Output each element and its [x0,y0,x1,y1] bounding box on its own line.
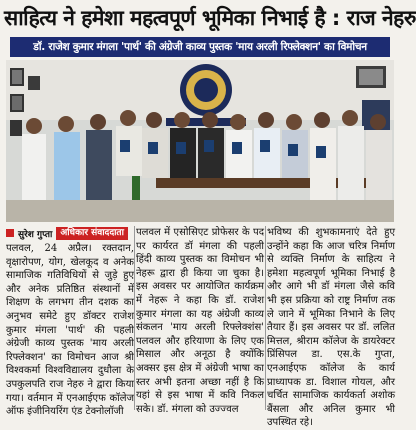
byline-role: अधिकार संवाददाता [56,227,128,240]
column-divider [265,226,266,410]
article-column-3 [267,226,395,429]
byline-marker-icon [6,229,14,237]
byline-author: सुरेश गुप्ता [18,229,53,240]
article-text-col3: भविष्य की शुभकामनाएं देते हुए उन्होंने कहा कि आज चरित्र निर्माण से व्यक्ति निर्माण के साहित्य ने हमेशा महत्वपूर्ण भूमिका निभाई है और आगे भी डॉ मंगला जैसे कवि भी इस प्रक्रिया को राष्ट्र निर्माण तक ले जाने में भूमिका निभाने के लिए तैयार हैं। इस अवसर पर डॉ. ललित मित्तल, श्रीराम कॉलेज के डायरेक्टर प्रिंसिपल डा. एस.के गुप्ता, एनआईएफ कॉलेज के कार्य प्राध्यापक डा. विशाल गोयल, और चर्चित सामाजिक कार्यकर्ता अशोक बैंसला और अनिल कुमार भी उपस्थित रहे। [267,227,395,429]
article-text-col1: पलवल, 24 अप्रैल। रक्तदान, वृक्षारोपण, योग, खेलकूद व अनेक सामाजिक गतिविधियों से जुड़े हुए और अनेक प्रतिष्ठित संस्थानों में शिक्षण के लगभग तीन दशक का अनुभव समेटे हुए डॉक्टर राजेश कुमार मंगला 'पार्थ' की पहली अंग्रेजी काव्य पुस्तक 'माय अरली रिफ्लेक्शन' का विमोचन आज श्री विश्वकर्मा विश्वविद्यालय दुधौला के उपकुलपति राज नेहरु ने द्वारा किया गया। वर्तमान में एनआईएफ कॉलेज ऑफ इंजीनियरिंग एंड टेक्नोलॉजी [6,243,134,418]
event-photo [6,60,394,222]
article-column-2 [136,226,264,415]
article-text-col2: पलवल में एसोसिएट प्रोफेसर के पद पर कार्यरत डॉ मंगला की पहली हिंदी काव्य पुस्तक का विमोचन भी नेहरू द्वारा ही किया जा चुका है। इस अवसर पर आयोजित कार्यक्रम में नेहरू ने कहा कि डॉ. राजेश कुमार मंगला का यह अंग्रेजी काव्य संकलन 'माय अरली रिफ्लेक्शंस' पलवल और हरियाणा के लिए एक मिसाल और अनूठा है क्योंकि अक्सर इस क्षेत्र में अंग्रेजी भाषा का स्तर अभी इतना अच्छा नहीं है कि यहां से इस भाषा में कवि निकल सके। डॉ. मंगला को उज्ज्वल [136,227,264,415]
headline: साहित्य ने हमेशा महत्वपूर्ण भूमिका निभाई है : राज नेहरु [4,6,416,30]
article-column-1 [6,242,134,418]
byline [6,226,128,240]
subheadline-banner: डॉ. राजेश कुमार मंगला 'पार्थ' की अंग्रेजी काव्य पुस्तक 'माय अरली रिफ्लेक्शन' का विमोचन [10,37,390,57]
group-photo-image [6,60,394,222]
column-divider [134,226,135,410]
